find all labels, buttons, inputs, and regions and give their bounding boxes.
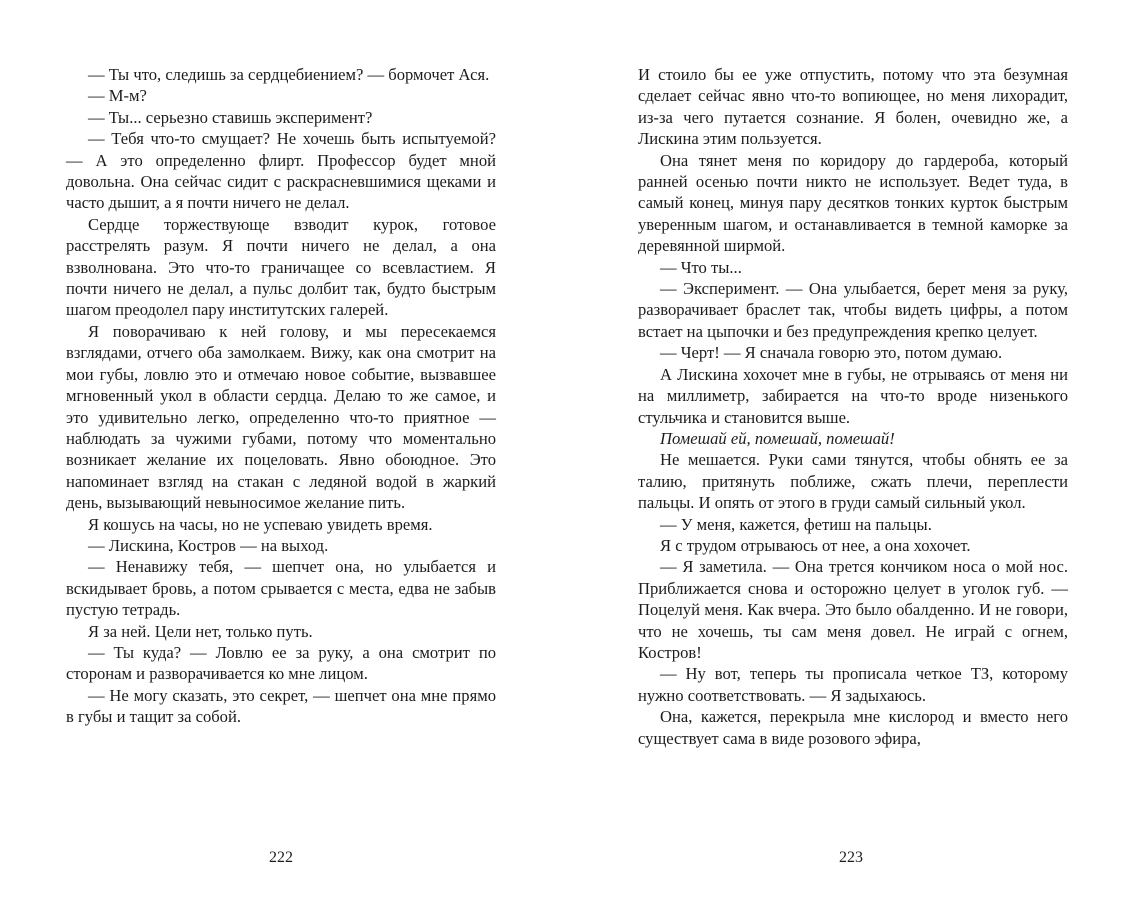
right-page	[638, 64, 1068, 749]
paragraph: Я поворачиваю к ней голову, и мы пересекаемся взглядами, отчего оба замолкаем. Вижу, как она смотрит на мои губы, ловлю это и отмечаю новое событие, вызвавшее мгновенный укол в области сердца. Делаю то же самое, и это удивительно легко, определенно что-то приятное — наблюдать за чужими губами, потому что моментально возникает желание их поцеловать. Явно обоюдное. Это напоминает взгляд на стакан с ледяной водой в жаркий день, вызывающий невыносимое желание пить.	[66, 321, 496, 513]
paragraph: Сердце торжествующе взводит курок, готовое расстрелять разум. Я почти ничего не делал, а она взволнована. Это что-то граничащее со всевластием. Я почти ничего не делал, а пульс долбит так, будто быстрым шагом преодолел пару институтских галерей.	[66, 214, 496, 320]
left-page	[66, 64, 496, 728]
paragraph: — Ты... серьезно ставишь эксперимент?	[88, 107, 373, 127]
left-page-number: 222	[269, 849, 293, 866]
paragraph: — Тебя что-то смущает? Не хочешь быть испытуемой? — А это определенно флирт. Профессор будет мной довольна. Она сейчас сидит с раскрасневшимися щеками и часто дышит, а я почти ничего не делал.	[66, 129, 496, 213]
paragraph: — Ты куда? — Ловлю ее за руку, а она смотрит по сторонам и разворачивается ко мне лицом.	[66, 642, 496, 684]
paragraph: — Черт! — Я сначала говорю это, потом думаю.	[660, 343, 1003, 363]
paragraph: Она тянет меня по коридору до гардероба, который ранней осенью почти никто не использует. Ведет туда, в самый конец, минуя пару десятков тонких курток быстрым уверенным шагом, и останавливается в темной каморке за деревянной ширмой.	[638, 150, 1068, 256]
paragraph: — Ты что, следишь за сердцебиением? — бормочет Ася.	[88, 65, 490, 84]
paragraph: — Не могу сказать, это секрет, — шепчет она мне прямо в губы и тащит за собой.	[66, 685, 496, 727]
italic-paragraph: Помешай ей, помешай, помешай!	[660, 428, 895, 448]
right-page-number: 223	[839, 849, 863, 866]
paragraph: — Что ты...	[660, 257, 742, 277]
paragraph: Я за ней. Цели нет, только путь.	[88, 621, 313, 641]
paragraph: — Лискина, Костров — на выход.	[88, 535, 329, 555]
paragraph: — Ну вот, теперь ты прописала четкое ТЗ, которому нужно соответствовать. — Я задыхаюсь.	[638, 664, 1068, 705]
paragraph: И стоило бы ее уже отпустить, потому что эта безумная сделает сейчас явно что-то вопиющее, но меня лихорадит, из-за чего путается сознание. Я болен, очевидно же, а Лискина этим пользуется.	[638, 65, 1068, 149]
paragraph: Не мешается. Руки сами тянутся, чтобы обнять ее за талию, притянуть поближе, сжать плечи, переплести пальцы. И опять от этого в груди самый сильный укол.	[638, 450, 1068, 513]
paragraph: — М-м?	[88, 86, 147, 106]
paragraph: Я с трудом отрываюсь от нее, а она хохочет.	[660, 535, 971, 555]
paragraph: А Лискина хохочет мне в губы, не отрываясь от меня ни на миллиметр, забирается на что-то вроде низенького стульчика и становится выше.	[638, 364, 1068, 427]
paragraph: Я кошусь на часы, но не успеваю увидеть время.	[88, 514, 433, 534]
paragraph: — У меня, кажется, фетиш на пальцы.	[660, 514, 932, 534]
paragraph: — Я заметила. — Она трется кончиком носа о мой нос. Приближается снова и осторожно целует в уголок губ. — Поцелуй меня. Как вчера. Это было обалденно. И не говори, что не хочешь, ты сам меня довел. Не играй с огнем, Костров!	[638, 557, 1068, 662]
paragraph: Она, кажется, перекрыла мне кислород и вместо него существует сама в виде розового эфира,	[638, 707, 1068, 748]
paragraph: — Ненавижу тебя, — шепчет она, но улыбается и вскидывает бровь, а потом срывается с места, едва не забыв пустую тетрадь.	[66, 557, 496, 620]
paragraph: — Эксперимент. — Она улыбается, берет меня за руку, разворачивает браслет так, чтобы видеть цифры, а потом встает на цыпочки и без предупреждения крепко целует.	[638, 279, 1068, 341]
